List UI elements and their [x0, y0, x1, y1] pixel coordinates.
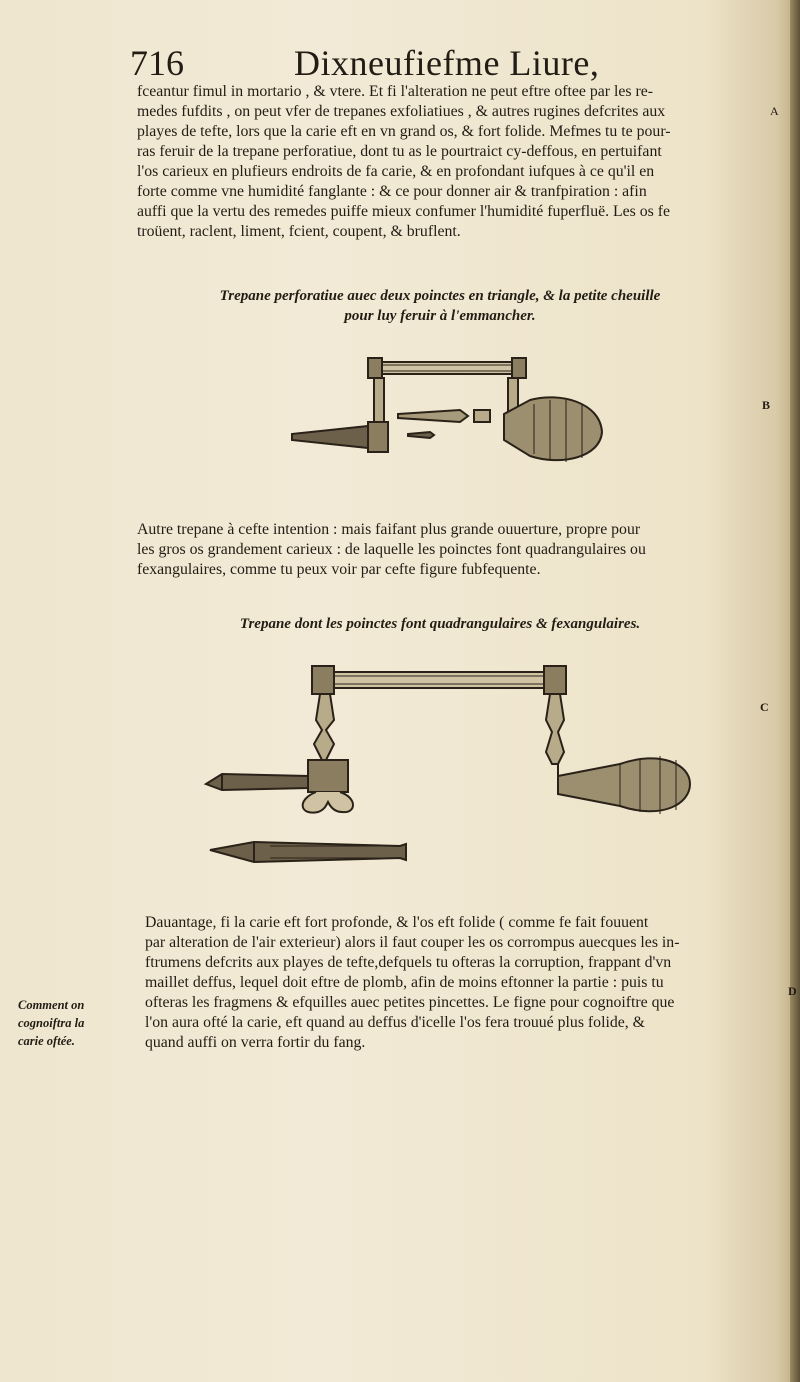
sidenote-line: cognoiftra la — [18, 1016, 85, 1030]
text-line: fexangulaires, comme tu peux voir par cefte figure fubfequente. — [137, 561, 541, 578]
margin-marker-b: B — [762, 398, 771, 412]
margin-marker-a: A — [770, 104, 779, 118]
text-line: troüent, raclent, liment, fcient, coupent, & bruflent. — [137, 223, 461, 240]
text-line: playes de tefte, lors que la carie eft en vn grand os, & fort folide. Mefmes tu te pour- — [137, 123, 671, 140]
caption-line: pour luy feruir à l'emmancher. — [344, 308, 536, 324]
text-line: medes fufdits , on peut vfer de trepanes exfoliatiues , & autres rugines defcrites aux — [137, 103, 666, 120]
margin-marker-d: D — [788, 984, 797, 998]
figure-1-caption — [160, 286, 720, 326]
caption-line: Trepane perforatiue auec deux poinctes en triangle, & la petite cheuille — [219, 288, 661, 304]
running-title: Dixneufiefme Liure, — [294, 43, 600, 83]
text-line: maillet deffus, lequel doit eftre de plomb, afin de moins eftonner la partie : puis tu — [145, 974, 664, 991]
text-line: ftrumens defcrits aux playes de tefte,defquels tu ofteras la corruption, frappant d'vn — [145, 954, 672, 971]
paragraph-1 — [137, 82, 767, 242]
text-line: auffi que la vertu des remedes puiffe mieux confumer l'humidité fuperfluë. Les os fe — [137, 203, 671, 220]
text-line: fceantur fimul in mortario , & vtere. Et fi l'alteration ne peut eftre oftee par les re- — [137, 83, 654, 100]
sidenote-line: carie oftée. — [18, 1034, 75, 1048]
trepan-brace-drawing — [290, 352, 610, 472]
page-number: 716 — [130, 43, 184, 83]
text-line: Dauantage, fi la carie eft fort profonde, & l'os eft folide ( comme fe fait fouuent — [145, 914, 649, 931]
text-line: ofteras les fragmens & efquilles auec petites pincettes. Le figne pour cognoiftre que — [145, 994, 675, 1011]
text-line: l'os carieux en plufieurs endroits de fa carie, & en profondant iufques à ce qu'il en — [137, 163, 655, 180]
text-line: Autre trepane à cefte intention : mais faifant plus grande ouuerture, propre pour — [137, 521, 641, 538]
trepan-crank-drawing — [200, 660, 700, 880]
text-line: ras feruir de la trepane perforatiue, dont tu as le pourtraict cy-deffous, en pertuifant — [137, 143, 662, 160]
text-line: l'on aura ofté la carie, eft quand au deffus d'icelle l'os fera trouué plus folide, & — [145, 1014, 645, 1031]
margin-sidenote — [18, 996, 128, 1050]
paragraph-2 — [137, 520, 787, 580]
text-line: forte comme vne humidité fanglante : & ce pour donner air & tranfpiration : afin — [137, 183, 647, 200]
text-line: quand auffi on verra fortir du fang. — [145, 1034, 366, 1051]
paragraph-3 — [145, 913, 785, 1053]
text-line: les gros os grandement carieux : de laquelle les poinctes font quadrangulaires ou — [137, 541, 646, 558]
caption-line: Trepane dont les poinctes font quadrangulaires & fexangulaires. — [239, 616, 641, 632]
page-header — [0, 40, 800, 88]
text-line: par alteration de l'air exterieur) alors il faut couper les os corrompus auecques les in- — [145, 934, 680, 951]
sidenote-line: Comment on — [18, 998, 85, 1012]
quadrangular-trepan-illustration — [200, 660, 700, 880]
margin-marker-c: C — [760, 700, 769, 714]
figure-2-caption — [160, 614, 720, 634]
page-edge-shadow — [790, 0, 800, 1382]
perforating-trepan-illustration — [290, 352, 610, 472]
